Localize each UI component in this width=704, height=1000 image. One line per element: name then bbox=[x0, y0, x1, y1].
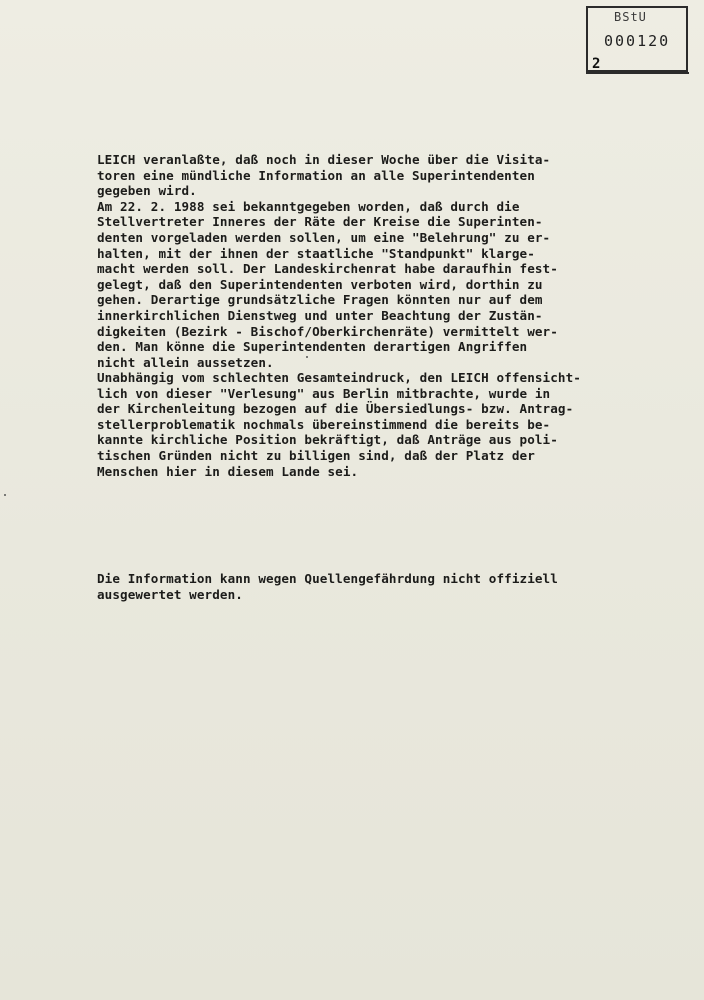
text-line: lich von dieser "Verlesung" aus Berlin mitbrachte, wurde in bbox=[97, 385, 551, 401]
text-line: gegeben wird. bbox=[97, 183, 197, 199]
text-line: nicht allein aussetzen. bbox=[97, 354, 274, 370]
text-line: Unabhängig vom schlechten Gesamteindruck, den LEICH offensicht- bbox=[97, 370, 581, 385]
text-line: denten vorgeladen werden sollen, um eine "Belehrung" zu er- bbox=[97, 229, 551, 245]
text-line: ausgewertet werden. bbox=[97, 586, 243, 602]
text-line: toren eine mündliche Information an alle Superintendenten bbox=[97, 167, 535, 183]
paper-speck bbox=[306, 356, 308, 358]
archive-stamp-number: 000120 bbox=[604, 32, 671, 50]
text-line: Die Information kann wegen Quellengefährdung nicht offiziell bbox=[97, 571, 558, 586]
text-line: Menschen hier in diesem Lande sei. bbox=[97, 463, 359, 479]
text-line: Am 22. 2. 1988 sei bekanntgegeben worden, daß durch die bbox=[97, 198, 520, 214]
archive-stamp-label: BStU bbox=[614, 10, 647, 24]
text-line: kannte kirchliche Position bekräftigt, daß Anträge aus poli- bbox=[97, 432, 558, 448]
paper-speck bbox=[4, 494, 6, 496]
page-number: 2 bbox=[592, 56, 601, 72]
text-line: halten, mit der ihnen der staatliche "Standpunkt" klarge- bbox=[97, 245, 535, 261]
stamp-underline bbox=[586, 72, 689, 74]
text-line: macht werden soll. Der Landeskirchenrat habe daraufhin fest- bbox=[97, 261, 558, 277]
text-line: stellerproblematik nochmals übereinstimmend die bereits be- bbox=[97, 416, 551, 432]
text-line: digkeiten (Bezirk - Bischof/Oberkirchenräte) vermittelt wer- bbox=[97, 323, 558, 339]
text-line: den. Man könne die Superintendenten derartigen Angriffen bbox=[97, 339, 528, 355]
text-line: innerkirchlichen Dienstweg und unter Beachtung der Zustän- bbox=[97, 307, 543, 323]
text-line: gelegt, daß den Superintendenten verboten wird, dorthin zu bbox=[97, 276, 543, 292]
paragraph-source-warning bbox=[97, 571, 657, 602]
paragraph-church-position bbox=[97, 370, 657, 479]
text-line: tischen Gründen nicht zu billigen sind, daß der Platz der bbox=[97, 447, 535, 463]
paragraph-leich-instruction bbox=[97, 152, 657, 370]
text-line: gehen. Derartige grundsätzliche Fragen könnten nur auf dem bbox=[97, 292, 543, 308]
text-line: der Kirchenleitung bezogen auf die Übersiedlungs- bzw. Antrag- bbox=[97, 401, 574, 417]
text-line: LEICH veranlaßte, daß noch in dieser Woche über die Visita- bbox=[97, 152, 551, 167]
text-line: Stellvertreter Inneres der Räte der Kreise die Superinten- bbox=[97, 214, 543, 230]
